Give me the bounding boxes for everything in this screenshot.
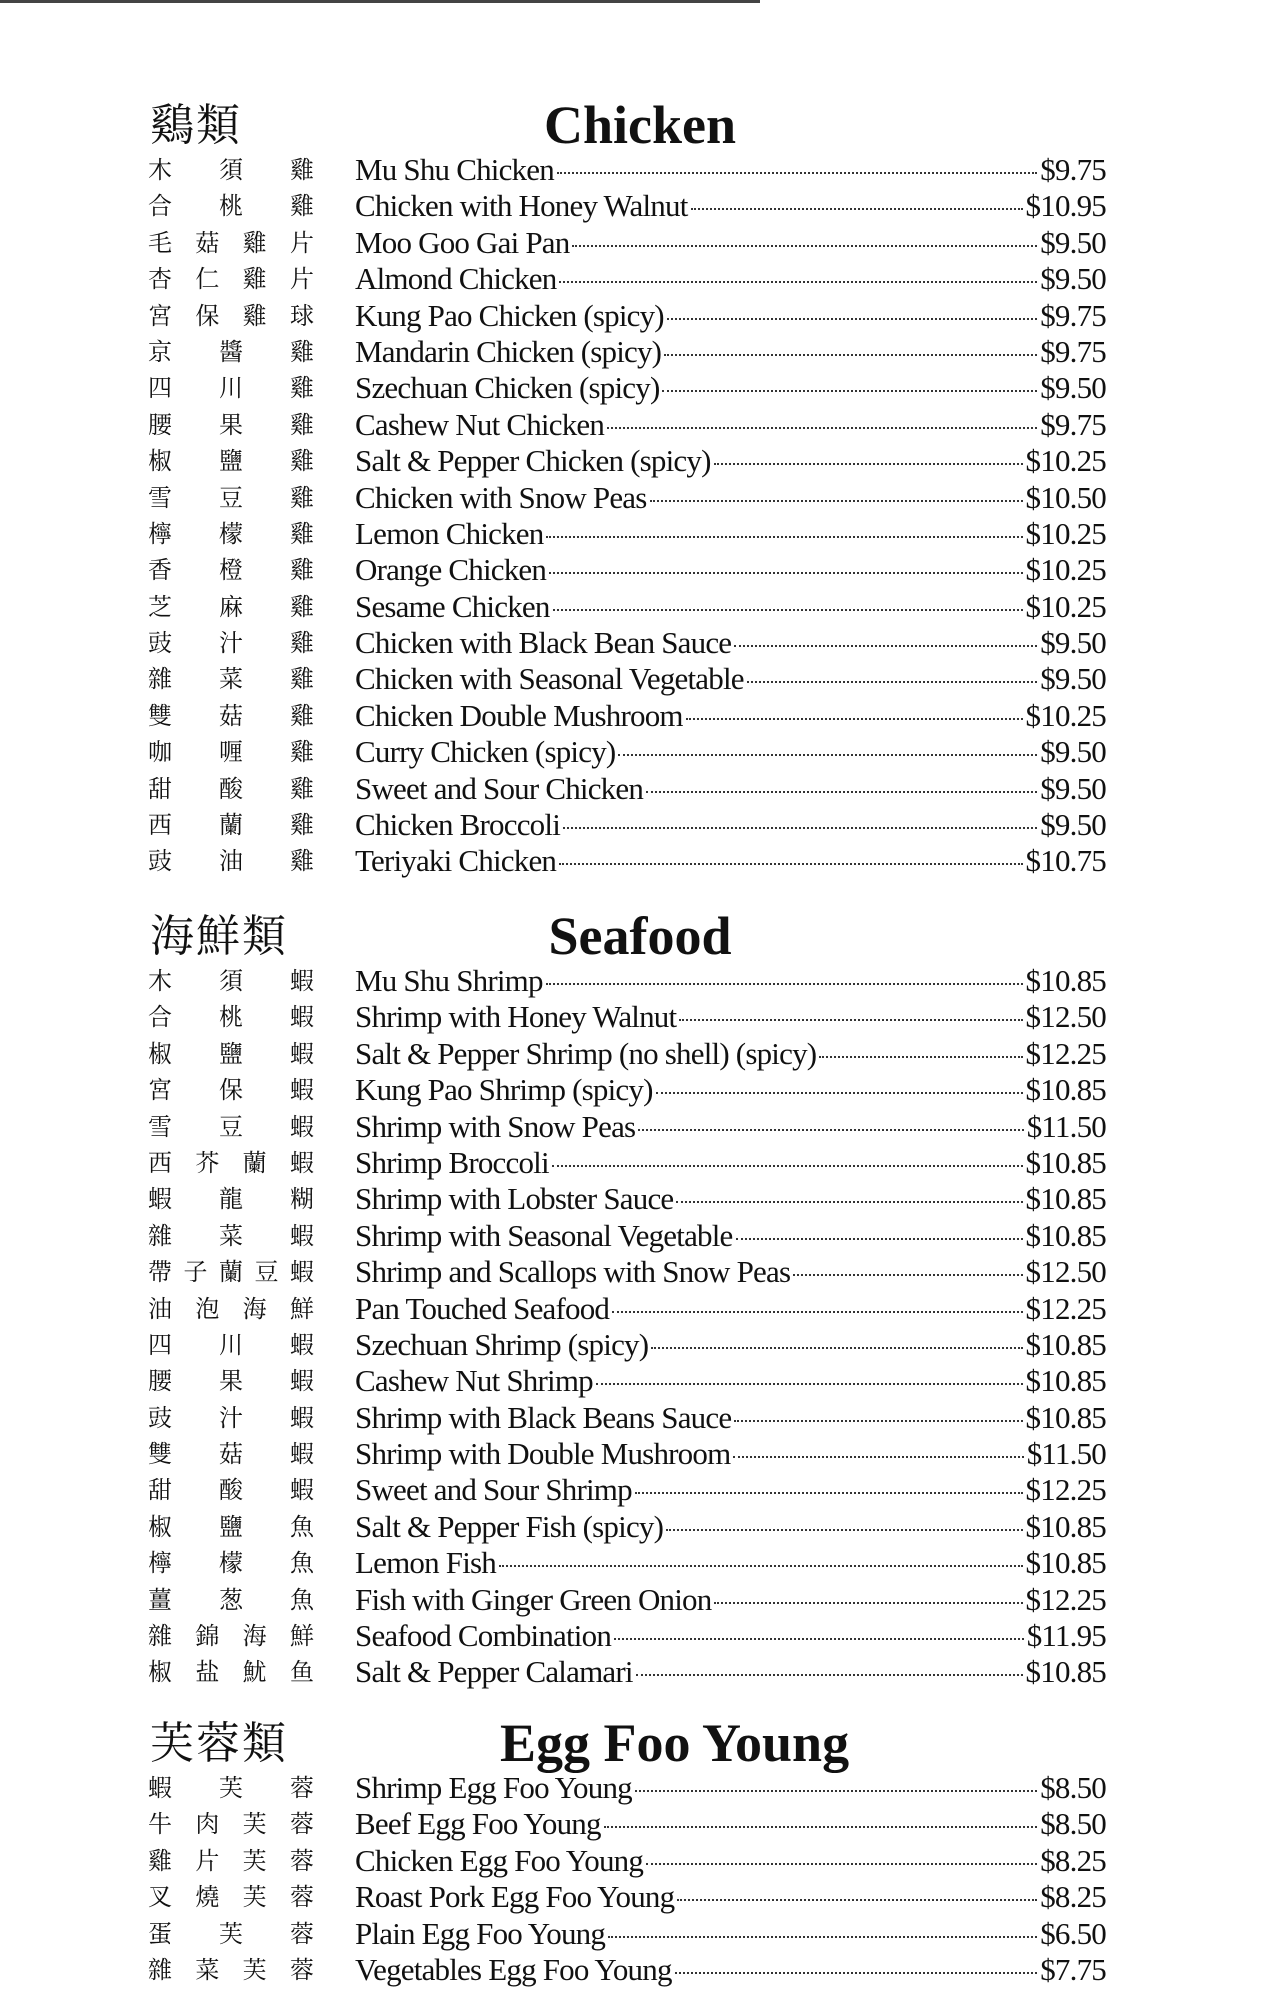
menu-item-chinese-name: 椒鹽魚 <box>148 1512 314 1541</box>
menu-item-name: Fish with Ginger Green Onion <box>355 1581 712 1617</box>
dot-leader <box>596 1383 1023 1385</box>
menu-item-chinese-name: 腰果蝦 <box>148 1367 314 1396</box>
menu-item-price: $9.75 <box>1040 333 1106 369</box>
menu-item-price: $10.85 <box>1025 1399 1106 1435</box>
menu-item <box>0 771 1272 807</box>
menu-item-name: Sesame Chicken <box>355 588 550 624</box>
dot-leader <box>612 1311 1022 1313</box>
dot-leader <box>646 1863 1037 1865</box>
menu-item-line <box>355 1109 1106 1145</box>
dot-leader <box>635 1492 1023 1494</box>
menu-item <box>0 963 1272 999</box>
dot-leader <box>667 318 1037 320</box>
section-header <box>0 1710 1272 1773</box>
menu-item-chinese-name: 雪豆蝦 <box>148 1112 314 1141</box>
menu-item-chinese-name: 西芥蘭蝦 <box>148 1148 314 1177</box>
menu-item <box>0 1291 1272 1327</box>
menu-item-chinese-name: 宮保蝦 <box>148 1076 314 1105</box>
menu-item-chinese-name: 蝦龍糊 <box>148 1185 314 1214</box>
menu-item-line <box>355 807 1106 843</box>
menu-item-chinese-name: 雜菜雞 <box>148 665 314 694</box>
dot-leader <box>614 1638 1024 1640</box>
menu-item <box>0 1843 1272 1879</box>
menu-item-line <box>355 1843 1106 1879</box>
menu-item <box>0 1509 1272 1545</box>
menu-item-line <box>355 1254 1106 1290</box>
menu-item <box>0 734 1272 770</box>
menu-item <box>0 1472 1272 1508</box>
dot-leader <box>747 681 1038 683</box>
menu-item <box>0 1363 1272 1399</box>
menu-item-name: Kung Pao Chicken (spicy) <box>355 297 664 333</box>
menu-item-name: Salt & Pepper Fish (spicy) <box>355 1508 664 1544</box>
menu-item-line <box>355 1582 1106 1618</box>
menu-item-name: Cashew Nut Chicken <box>355 406 605 442</box>
menu-item-name: Shrimp Egg Foo Young <box>355 1770 632 1805</box>
section-title-chinese: 鷄類 <box>150 100 242 151</box>
menu-item-name: Shrimp with Snow Peas <box>355 1108 636 1144</box>
menu-item-name: Szechuan Chicken (spicy) <box>355 370 660 406</box>
menu-item-chinese-name: 椒鹽蝦 <box>148 1039 314 1068</box>
menu-item-line <box>355 1472 1106 1508</box>
menu-item-chinese-name: 甜酸雞 <box>148 774 314 803</box>
menu-item-chinese-name: 豉汁雞 <box>148 629 314 658</box>
menu-item-line <box>355 1806 1106 1842</box>
dot-leader <box>676 1201 1022 1203</box>
menu-item-line <box>355 1654 1106 1690</box>
menu-item <box>0 589 1272 625</box>
menu-item-chinese-name: 木須雞 <box>148 156 314 184</box>
menu-item <box>0 625 1272 661</box>
menu-item-line <box>355 843 1106 879</box>
menu-item-name: Orange Chicken <box>355 552 547 588</box>
menu-item-price: $12.50 <box>1025 1254 1106 1290</box>
menu-item-price: $12.25 <box>1025 1035 1106 1071</box>
menu-item <box>0 516 1272 552</box>
dot-leader <box>736 1238 1023 1240</box>
section-header <box>0 92 1272 155</box>
menu-item-line <box>355 152 1106 188</box>
menu-item-chinese-name: 油泡海鮮 <box>148 1294 314 1323</box>
menu-item-name: Salt & Pepper Calamari <box>355 1654 633 1690</box>
menu-section <box>0 1710 1272 1988</box>
dot-leader <box>677 1899 1037 1901</box>
menu-item-line <box>355 480 1106 516</box>
menu-item <box>0 188 1272 224</box>
menu-item-name: Shrimp Broccoli <box>355 1144 549 1180</box>
menu-item-chinese-name: 宮保雞球 <box>148 301 314 330</box>
menu-item-name: Roast Pork Egg Foo Young <box>355 1879 675 1915</box>
menu-item <box>0 1654 1272 1690</box>
menu-item <box>0 1582 1272 1618</box>
dot-leader <box>618 754 1037 756</box>
menu-item-price: $10.25 <box>1025 443 1106 479</box>
menu-item <box>0 1436 1272 1472</box>
menu-item-line <box>355 298 1106 334</box>
menu-item-line <box>355 963 1106 999</box>
menu-item-line <box>355 1952 1106 1988</box>
menu-item-price: $9.75 <box>1040 297 1106 333</box>
dot-leader <box>635 1790 1037 1792</box>
menu-item-price: $10.25 <box>1025 588 1106 624</box>
dot-leader <box>546 983 1023 985</box>
dot-leader <box>656 1092 1023 1094</box>
menu-item-price: $8.25 <box>1040 1879 1106 1915</box>
menu-item-price: $10.25 <box>1025 697 1106 733</box>
menu-item-price: $9.50 <box>1040 224 1106 260</box>
menu-item-price: $10.95 <box>1025 188 1106 224</box>
dot-leader <box>636 1674 1023 1676</box>
menu-item-price: $9.50 <box>1040 734 1106 770</box>
menu-item <box>0 999 1272 1035</box>
dot-leader <box>679 1019 1022 1021</box>
menu-item-name: Mu Shu Shrimp <box>355 963 543 998</box>
menu-item-chinese-name: 杏仁雞片 <box>148 265 314 294</box>
section-title: Egg Foo Young <box>500 1713 850 1773</box>
menu-item-price: $9.50 <box>1040 770 1106 806</box>
menu-item-price: $6.50 <box>1040 1915 1106 1951</box>
menu-item-line <box>355 225 1106 261</box>
menu-item-chinese-name: 豉汁蝦 <box>148 1403 314 1432</box>
menu-item-price: $12.50 <box>1025 999 1106 1035</box>
dot-leader <box>686 718 1023 720</box>
menu-item <box>0 1879 1272 1915</box>
menu-item-line <box>355 1072 1106 1108</box>
menu-item <box>0 225 1272 261</box>
menu-item <box>0 407 1272 443</box>
menu-item-name: Kung Pao Shrimp (spicy) <box>355 1072 653 1108</box>
dot-leader <box>552 1165 1023 1167</box>
menu-item-line <box>355 1291 1106 1327</box>
menu-item-price: $8.50 <box>1040 1806 1106 1842</box>
menu-item <box>0 334 1272 370</box>
menu-item-line <box>355 771 1106 807</box>
menu-item-line <box>355 698 1106 734</box>
menu-item <box>0 843 1272 879</box>
menu-item-line <box>355 589 1106 625</box>
dot-leader <box>546 536 1022 538</box>
dot-leader <box>559 281 1037 283</box>
menu-item-name: Cashew Nut Shrimp <box>355 1363 593 1399</box>
dot-leader <box>549 572 1022 574</box>
menu-item-price: $12.25 <box>1025 1290 1106 1326</box>
menu-item-chinese-name: 牛肉芙蓉 <box>148 1810 314 1839</box>
menu-item <box>0 1072 1272 1108</box>
menu-item-name: Teriyaki Chicken <box>355 843 557 879</box>
dot-leader <box>666 1529 1022 1531</box>
menu-item-chinese-name: 檸檬雞 <box>148 519 314 548</box>
menu-item-price: $12.25 <box>1025 1581 1106 1617</box>
menu-item-name: Shrimp with Honey Walnut <box>355 999 677 1035</box>
menu-item-name: Curry Chicken (spicy) <box>355 734 616 770</box>
dot-leader <box>675 1972 1038 1974</box>
menu-item-price: $11.50 <box>1026 1436 1106 1472</box>
top-border-line <box>0 0 760 3</box>
menu-item-price: $10.25 <box>1025 552 1106 588</box>
menu-item-chinese-name: 西蘭雞 <box>148 811 314 840</box>
menu-item <box>0 1181 1272 1217</box>
menu-item-price: $9.75 <box>1040 152 1106 187</box>
dot-leader <box>559 863 1022 865</box>
section-title-chinese: 芙蓉類 <box>150 1718 288 1769</box>
menu-item-name: Salt & Pepper Shrimp (no shell) (spicy) <box>355 1035 817 1071</box>
menu-item-price: $8.50 <box>1040 1770 1106 1805</box>
dot-leader <box>691 208 1023 210</box>
menu-item-chinese-name: 豉油雞 <box>148 847 314 876</box>
dot-leader <box>646 791 1037 793</box>
menu-item <box>0 1254 1272 1290</box>
menu-item-name: Sweet and Sour Shrimp <box>355 1472 632 1508</box>
menu-item-chinese-name: 芝麻雞 <box>148 592 314 621</box>
menu-item-line <box>355 188 1106 224</box>
menu-item-line <box>355 1327 1106 1363</box>
menu-item <box>0 1327 1272 1363</box>
menu-item-chinese-name: 京醬雞 <box>148 337 314 366</box>
dot-leader <box>499 1565 1023 1567</box>
dot-leader <box>604 1826 1038 1828</box>
dot-leader <box>793 1274 1022 1276</box>
menu-item-line <box>355 1545 1106 1581</box>
dot-leader <box>607 427 1037 429</box>
menu-item-line <box>355 661 1106 697</box>
menu-item-line <box>355 1916 1106 1952</box>
menu-item <box>0 1145 1272 1181</box>
menu-item <box>0 1806 1272 1842</box>
menu-item-price: $10.85 <box>1025 1072 1106 1108</box>
dot-leader <box>563 827 1037 829</box>
menu-item-name: Shrimp with Black Beans Sauce <box>355 1399 732 1435</box>
menu-item-chinese-name: 木須蝦 <box>148 967 314 995</box>
menu-item-chinese-name: 薑葱魚 <box>148 1585 314 1614</box>
menu-item-name: Szechuan Shrimp (spicy) <box>355 1326 649 1362</box>
menu-item <box>0 807 1272 843</box>
menu-item-chinese-name: 椒盐魷鱼 <box>148 1658 314 1687</box>
menu-item-chinese-name: 合桃蝦 <box>148 1003 314 1032</box>
menu-item-chinese-name: 雜菜芙蓉 <box>148 1955 314 1984</box>
menu-item <box>0 1916 1272 1952</box>
menu-item <box>0 1109 1272 1145</box>
menu-item-price: $10.25 <box>1025 515 1106 551</box>
menu-item-name: Chicken with Black Bean Sauce <box>355 625 732 661</box>
menu-item-name: Chicken Broccoli <box>355 807 561 843</box>
menu-item-line <box>355 370 1106 406</box>
menu-item-line <box>355 1218 1106 1254</box>
menu-item <box>0 661 1272 697</box>
menu-item <box>0 480 1272 516</box>
menu-item-name: Sweet and Sour Chicken <box>355 770 644 806</box>
menu-item <box>0 443 1272 479</box>
menu-item-line <box>355 625 1106 661</box>
menu-item-name: Pan Touched Seafood <box>355 1290 610 1326</box>
menu-item-name: Moo Goo Gai Pan <box>355 224 570 260</box>
menu-item-name: Shrimp with Lobster Sauce <box>355 1181 674 1217</box>
menu-item-line <box>355 261 1106 297</box>
menu-item-chinese-name: 雜錦海鮮 <box>148 1622 314 1651</box>
menu-item-name: Seafood Combination <box>355 1618 612 1654</box>
menu-item-line <box>355 1509 1106 1545</box>
menu-item-name: Vegetables Egg Foo Young <box>355 1951 672 1987</box>
menu-item-line <box>355 1400 1106 1436</box>
dot-leader <box>572 245 1037 247</box>
menu-item-name: Almond Chicken <box>355 261 557 297</box>
dot-leader <box>662 390 1037 392</box>
menu-item-name: Chicken Egg Foo Young <box>355 1842 644 1878</box>
menu-item-price: $8.25 <box>1040 1842 1106 1878</box>
menu-item-line <box>355 1879 1106 1915</box>
menu-item-line <box>355 407 1106 443</box>
dot-leader <box>650 500 1023 502</box>
dot-leader <box>819 1056 1022 1058</box>
dot-leader <box>734 645 1037 647</box>
menu-item-line <box>355 734 1106 770</box>
menu-item <box>0 1036 1272 1072</box>
menu-item-line <box>355 552 1106 588</box>
menu-item-name: Chicken with Snow Peas <box>355 479 647 515</box>
dot-leader <box>557 172 1037 174</box>
menu-item-price: $10.85 <box>1025 1508 1106 1544</box>
menu-item-chinese-name: 雪豆雞 <box>148 483 314 512</box>
menu-item-line <box>355 1436 1106 1472</box>
menu-item-price: $12.25 <box>1025 1472 1106 1508</box>
menu-item-line <box>355 999 1106 1035</box>
menu-item-chinese-name: 咖喱雞 <box>148 738 314 767</box>
menu-item-chinese-name: 甜酸蝦 <box>148 1476 314 1505</box>
menu-item <box>0 1545 1272 1581</box>
menu-item-price: $9.50 <box>1040 807 1106 843</box>
menu-item-price: $10.85 <box>1025 1144 1106 1180</box>
menu-item-chinese-name: 帶子蘭豆蝦 <box>148 1258 314 1287</box>
menu-item-chinese-name: 香橙雞 <box>148 556 314 585</box>
dot-leader <box>714 463 1023 465</box>
dot-leader <box>553 609 1023 611</box>
menu-item <box>0 261 1272 297</box>
menu-item <box>0 552 1272 588</box>
menu-item-name: Shrimp with Seasonal Vegetable <box>355 1217 733 1253</box>
section-title-chinese: 海鮮類 <box>150 911 288 962</box>
menu-item-line <box>355 1618 1106 1654</box>
menu-item-price: $10.85 <box>1025 1217 1106 1253</box>
menu-item-chinese-name: 四川雞 <box>148 374 314 403</box>
menu-item <box>0 298 1272 334</box>
menu-item-price: $9.50 <box>1040 261 1106 297</box>
menu-item-name: Shrimp and Scallops with Snow Peas <box>355 1254 791 1290</box>
menu-item-price: $10.50 <box>1025 479 1106 515</box>
menu-section <box>0 903 1272 1691</box>
menu-item-chinese-name: 合桃雞 <box>148 192 314 221</box>
dot-leader <box>638 1129 1023 1131</box>
section-header <box>0 903 1272 966</box>
menu-item-name: Mandarin Chicken (spicy) <box>355 333 662 369</box>
menu-item-price: $9.50 <box>1040 661 1106 697</box>
menu-item-price: $10.85 <box>1025 1363 1106 1399</box>
menu-item-line <box>355 516 1106 552</box>
menu-item-price: $10.85 <box>1025 1181 1106 1217</box>
menu-item-chinese-name: 雙菇雞 <box>148 701 314 730</box>
menu-item-price: $10.85 <box>1025 1326 1106 1362</box>
dot-leader <box>714 1602 1022 1604</box>
menu-item-chinese-name: 雞片芙蓉 <box>148 1846 314 1875</box>
menu-item-line <box>355 1181 1106 1217</box>
section-title: Chicken <box>543 95 737 155</box>
menu-item-chinese-name: 腰果雞 <box>148 410 314 439</box>
menu-item-chinese-name: 雙菇蝦 <box>148 1440 314 1469</box>
menu-item-line <box>355 1770 1106 1806</box>
menu-item-line <box>355 1145 1106 1181</box>
dot-leader <box>651 1347 1022 1349</box>
menu-item-price: $10.85 <box>1025 1654 1106 1690</box>
menu-item <box>0 1618 1272 1654</box>
menu-item <box>0 1400 1272 1436</box>
dot-leader <box>608 1936 1037 1938</box>
menu-item-price: $7.75 <box>1040 1951 1106 1987</box>
menu-item-chinese-name: 雜菜蝦 <box>148 1221 314 1250</box>
menu-item-chinese-name: 蛋芙蓉 <box>148 1919 314 1948</box>
menu-item-price: $10.85 <box>1025 963 1106 998</box>
menu-item-name: Shrimp with Double Mushroom <box>355 1436 731 1472</box>
menu-item-name: Salt & Pepper Chicken (spicy) <box>355 443 711 479</box>
menu-item-line <box>355 334 1106 370</box>
menu-item-name: Chicken Double Mushroom <box>355 697 683 733</box>
menu-item <box>0 698 1272 734</box>
dot-leader <box>734 1420 1022 1422</box>
menu-item-name: Chicken with Honey Walnut <box>355 188 688 224</box>
menu-item-name: Mu Shu Chicken <box>355 152 554 187</box>
menu-item-name: Chicken with Seasonal Vegetable <box>355 661 744 697</box>
menu-item-price: $10.85 <box>1025 1545 1106 1581</box>
menu-item-chinese-name: 毛菇雞片 <box>148 228 314 257</box>
menu-item-price: $11.50 <box>1026 1108 1106 1144</box>
menu-item-price: $9.50 <box>1040 625 1106 661</box>
menu-item-chinese-name: 蝦芙蓉 <box>148 1774 314 1802</box>
menu-section <box>0 92 1272 880</box>
menu-item-line <box>355 443 1106 479</box>
menu-item-name: Lemon Chicken <box>355 515 544 551</box>
dot-leader <box>664 354 1037 356</box>
menu-item-name: Lemon Fish <box>355 1545 496 1581</box>
menu-item <box>0 152 1272 188</box>
menu-item <box>0 1952 1272 1988</box>
menu-item-price: $10.75 <box>1025 843 1106 879</box>
menu-item-price: $9.50 <box>1040 370 1106 406</box>
menu-item-name: Plain Egg Foo Young <box>355 1915 606 1951</box>
menu-item <box>0 1218 1272 1254</box>
menu-item <box>0 1770 1272 1806</box>
menu-item <box>0 370 1272 406</box>
menu-item-chinese-name: 四川蝦 <box>148 1330 314 1359</box>
menu-item-price: $9.75 <box>1040 406 1106 442</box>
menu-item-name: Beef Egg Foo Young <box>355 1806 601 1842</box>
menu-item-line <box>355 1363 1106 1399</box>
menu-item-chinese-name: 叉燒芙蓉 <box>148 1883 314 1912</box>
section-title: Seafood <box>548 906 732 966</box>
menu-item-line <box>355 1036 1106 1072</box>
menu-item-chinese-name: 檸檬魚 <box>148 1549 314 1578</box>
menu-item-chinese-name: 椒鹽雞 <box>148 447 314 476</box>
dot-leader <box>733 1456 1023 1458</box>
menu-item-price: $11.95 <box>1026 1618 1106 1654</box>
